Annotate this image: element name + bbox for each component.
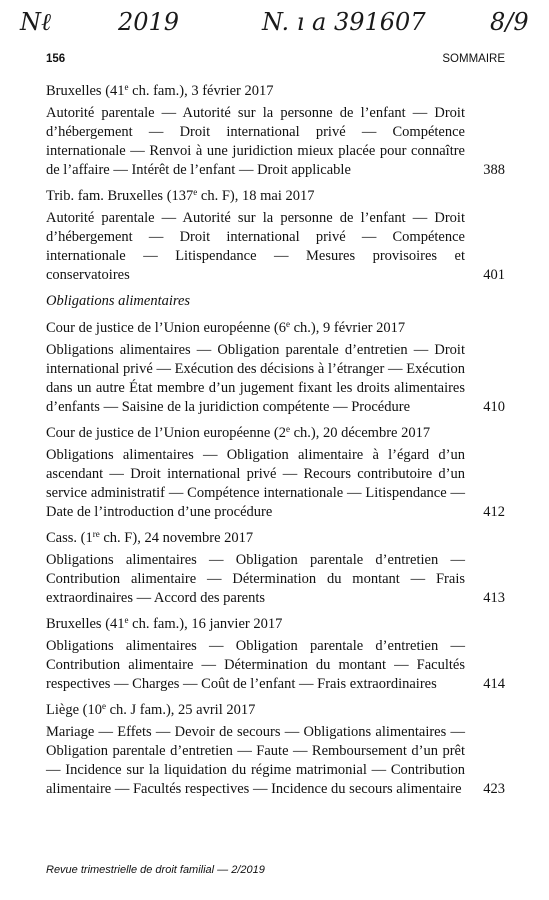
court-reference: Cour de justice de l’Union européenne (2e ch.), 20 décembre 2017: [46, 424, 431, 441]
summary-entry: [46, 529, 505, 608]
handwritten-year: 2019: [118, 8, 180, 36]
section-title: Obligations alimentaires: [46, 293, 191, 309]
keywords: Autorité parentale — Autorité sur la personne de l’enfant — Droit d’hébergement — Droit international privé — Compétence internationale — Renvoi à une juridiction mieux placée pour connaître de l’affaire — Intérêt de l’enfant — Droit applicable: [46, 105, 465, 178]
summary-entry: [46, 187, 505, 285]
keywords: Autorité parentale — Autorité sur la personne de l’enfant — Droit d’hébergement — Droit international privé — Compétence internationale — Litispendance — Mesures provisoires et conservatoires: [46, 210, 465, 283]
page-reference: 388: [483, 162, 505, 178]
summary-entry: [46, 615, 505, 694]
page-reference: 401: [483, 267, 505, 283]
summary-entry: [46, 701, 505, 799]
journal-footer: Revue trimestrielle de droit familial — 2/2019: [46, 864, 265, 876]
keywords: Mariage — Effets — Devoir de secours — Obligations alimentaires — Obligation parentale d’entretien — Faute — Remboursement d’un prêt — Incidence sur la liquidation du régime matrimonial — Contribution alimentaire — Facultés respectives — Incidence du secours alimentaire: [46, 724, 465, 797]
court-reference: Cass. (1re ch. F), 24 novembre 2017: [46, 529, 254, 546]
court-reference: Bruxelles (41e ch. fam.), 3 février 2017: [46, 82, 274, 99]
court-reference: Bruxelles (41e ch. fam.), 16 janvier 2017: [46, 615, 283, 632]
keywords: Obligations alimentaires — Obligation parentale d’entretien — Droit international privé — Exécution des décisions à l’étranger — Exécution dans un autre État membre d’un jugement fixant les droits alimentaires d’enfants — Saisine de la juridiction compétente — Procédure: [46, 342, 465, 415]
court-reference: Cour de justice de l’Union européenne (6e ch.), 9 février 2017: [46, 319, 406, 336]
handwritten-reference: N. ı a 391607: [262, 8, 426, 36]
page-reference: 413: [483, 590, 505, 606]
summary-entry: [46, 424, 505, 522]
handwritten-annotation: [0, 4, 549, 44]
page-reference: 412: [483, 504, 505, 520]
section-header: SOMMAIRE: [442, 53, 505, 65]
running-header: [46, 53, 505, 65]
page-reference: 423: [483, 781, 505, 797]
summary-entry: [46, 82, 505, 180]
keywords: Obligations alimentaires — Obligation parentale d’entretien — Contribution alimentaire — Détermination du montant — Facultés respectives — Charges — Coût de l’enfant — Frais extraordinaires: [46, 638, 465, 692]
page-reference: 414: [483, 676, 505, 692]
page-reference: 410: [483, 399, 505, 415]
keywords: Obligations alimentaires — Obligation alimentaire à l’égard d’un ascendant — Droit international privé — Recours contributoire d’un service administratif — Compétence internationale — Litispendance — Date de l’introduction d’une procédure: [46, 447, 465, 520]
page-number: 156: [46, 53, 66, 65]
handwritten-fraction: 8/9: [490, 8, 529, 36]
summary-content: [46, 82, 505, 806]
keywords: Obligations alimentaires — Obligation parentale d’entretien — Contribution alimentaire — Détermination du montant — Frais extraordinaires — Accord des parents: [46, 552, 465, 606]
handwritten-mark: Nℓ: [20, 8, 51, 36]
court-reference: Trib. fam. Bruxelles (137e ch. F), 18 mai 2017: [46, 187, 315, 204]
summary-entry: [46, 319, 505, 417]
court-reference: Liège (10e ch. J fam.), 25 avril 2017: [46, 701, 256, 718]
